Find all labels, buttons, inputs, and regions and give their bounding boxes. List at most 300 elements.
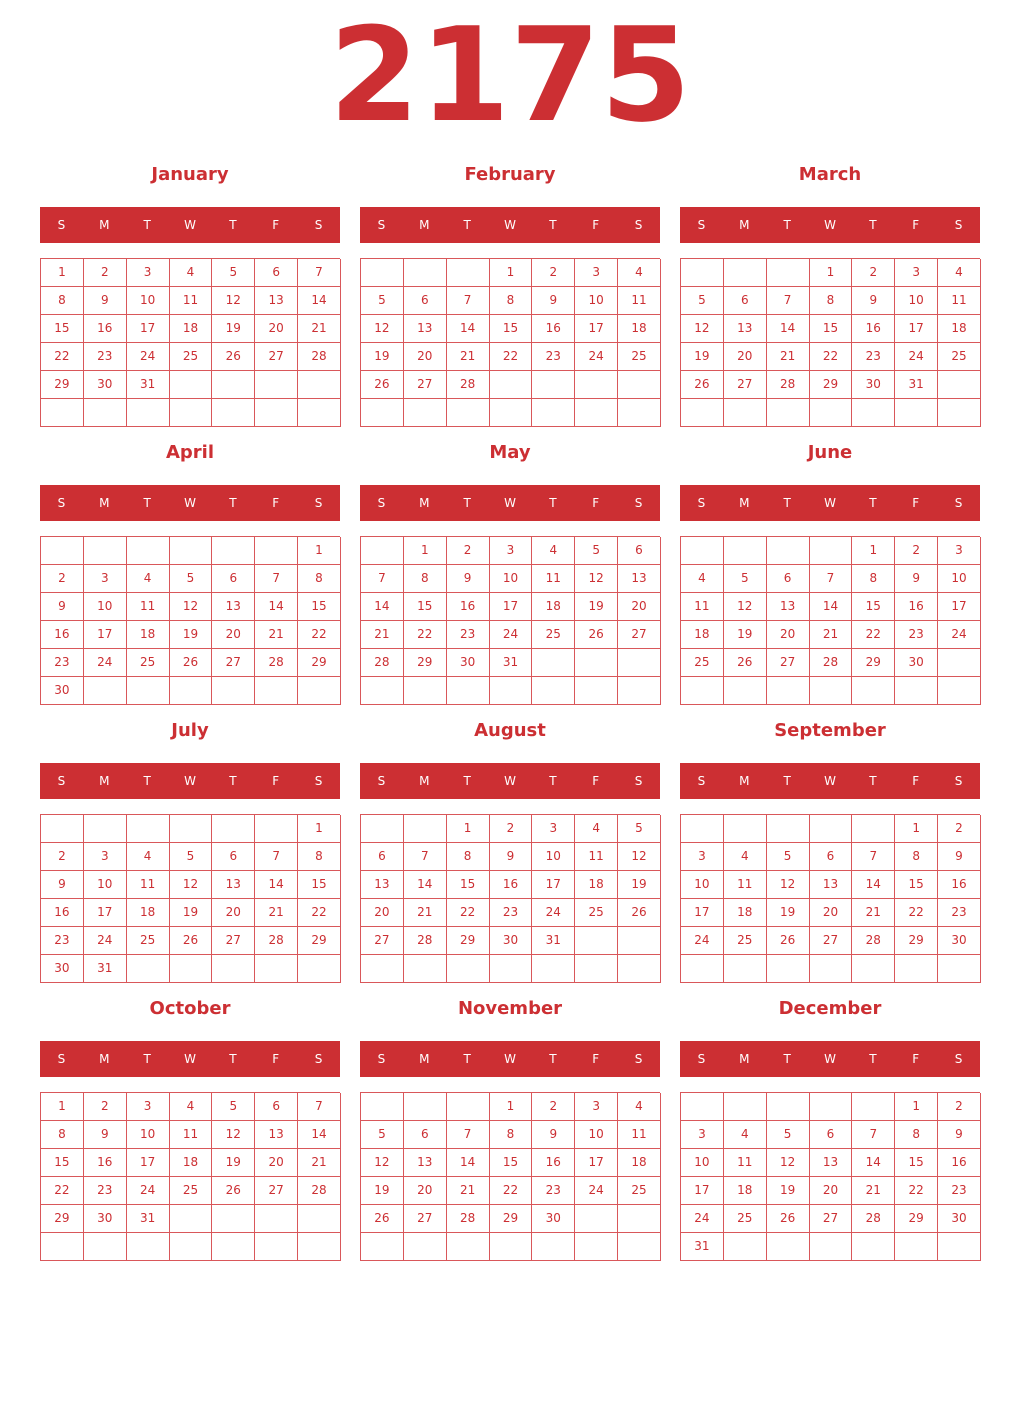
day-cell: 18 (618, 315, 661, 343)
day-cell: 1 (447, 815, 490, 843)
weekday-label: S (954, 496, 963, 510)
empty-cell (938, 371, 981, 399)
day-cell: 28 (767, 371, 810, 399)
day-cell: 7 (852, 1121, 895, 1149)
day-cell: 19 (681, 343, 724, 371)
day-cell: 8 (810, 287, 853, 315)
day-cell: 10 (938, 565, 981, 593)
weekday-label: T (549, 1052, 557, 1066)
weekday-label: T (463, 1052, 471, 1066)
day-cell: 18 (618, 1149, 661, 1177)
empty-cell (532, 677, 575, 705)
day-cell: 20 (724, 343, 767, 371)
day-cell: 4 (127, 843, 170, 871)
day-cell: 14 (852, 1149, 895, 1177)
day-cell: 11 (618, 287, 661, 315)
day-cell: 2 (532, 259, 575, 287)
day-cell: 27 (212, 649, 255, 677)
day-cell: 13 (255, 287, 298, 315)
empty-cell (767, 259, 810, 287)
day-cell: 29 (895, 927, 938, 955)
weekday-label: T (549, 774, 557, 788)
day-cell: 28 (852, 1205, 895, 1233)
weekday-label: F (592, 218, 600, 232)
day-cell: 31 (490, 649, 533, 677)
day-cell: 4 (681, 565, 724, 593)
day-cell: 18 (127, 621, 170, 649)
day-grid (40, 536, 340, 705)
empty-cell (127, 399, 170, 427)
day-cell: 23 (938, 1177, 981, 1205)
day-cell: 12 (767, 1149, 810, 1177)
day-cell: 1 (298, 815, 341, 843)
day-cell: 9 (532, 287, 575, 315)
day-cell: 10 (575, 1121, 618, 1149)
day-grid (360, 814, 660, 983)
day-cell: 16 (84, 1149, 127, 1177)
empty-cell (852, 399, 895, 427)
day-cell: 21 (361, 621, 404, 649)
empty-cell (681, 677, 724, 705)
day-cell: 19 (767, 899, 810, 927)
day-cell: 6 (212, 565, 255, 593)
day-cell: 31 (895, 371, 938, 399)
day-cell: 14 (298, 1121, 341, 1149)
day-cell: 7 (447, 287, 490, 315)
day-cell: 15 (895, 1149, 938, 1177)
empty-cell (490, 371, 533, 399)
day-cell: 9 (852, 287, 895, 315)
day-cell: 16 (447, 593, 490, 621)
month-name: June (807, 442, 853, 463)
day-cell: 13 (361, 871, 404, 899)
empty-cell (724, 815, 767, 843)
day-cell: 3 (938, 537, 981, 565)
day-cell: 12 (767, 871, 810, 899)
day-cell: 14 (810, 593, 853, 621)
day-cell: 15 (298, 871, 341, 899)
day-cell: 9 (447, 565, 490, 593)
day-cell: 25 (618, 1177, 661, 1205)
day-cell: 24 (938, 621, 981, 649)
weekday-label: T (143, 774, 151, 788)
day-cell: 21 (447, 343, 490, 371)
empty-cell (767, 537, 810, 565)
month-name: January (151, 164, 229, 185)
day-cell: 31 (127, 1205, 170, 1233)
empty-cell (895, 1233, 938, 1261)
weekday-header (680, 485, 980, 521)
empty-cell (575, 677, 618, 705)
day-cell: 8 (298, 843, 341, 871)
empty-cell (810, 1233, 853, 1261)
day-cell: 7 (404, 843, 447, 871)
empty-cell (361, 259, 404, 287)
empty-cell (447, 955, 490, 983)
day-cell: 20 (810, 899, 853, 927)
weekday-label: W (824, 774, 836, 788)
weekday-label: F (272, 218, 280, 232)
weekday-label: M (739, 496, 750, 510)
day-cell: 23 (84, 1177, 127, 1205)
empty-cell (41, 1233, 84, 1261)
day-cell: 18 (127, 899, 170, 927)
day-cell: 7 (361, 565, 404, 593)
day-cell: 23 (895, 621, 938, 649)
month-name: April (165, 442, 215, 463)
day-cell: 8 (404, 565, 447, 593)
day-cell: 14 (852, 871, 895, 899)
empty-cell (490, 399, 533, 427)
empty-cell (938, 1233, 981, 1261)
day-cell: 22 (895, 1177, 938, 1205)
empty-cell (170, 677, 213, 705)
weekday-label: M (99, 1052, 110, 1066)
day-cell: 21 (810, 621, 853, 649)
day-grid (680, 814, 980, 983)
empty-cell (618, 649, 661, 677)
day-cell: 2 (938, 815, 981, 843)
day-cell: 6 (212, 843, 255, 871)
weekday-header (40, 763, 340, 799)
empty-cell (361, 1233, 404, 1261)
empty-cell (41, 815, 84, 843)
day-cell: 3 (681, 843, 724, 871)
day-cell: 6 (255, 259, 298, 287)
day-cell: 25 (170, 343, 213, 371)
empty-cell (84, 677, 127, 705)
day-cell: 16 (532, 1149, 575, 1177)
weekday-header (360, 207, 660, 243)
day-cell: 14 (447, 315, 490, 343)
day-cell: 18 (170, 1149, 213, 1177)
day-cell: 22 (404, 621, 447, 649)
empty-cell (212, 1233, 255, 1261)
day-cell: 30 (895, 649, 938, 677)
empty-cell (532, 371, 575, 399)
day-cell: 24 (575, 343, 618, 371)
day-cell: 21 (298, 315, 341, 343)
day-cell: 11 (618, 1121, 661, 1149)
day-cell: 22 (41, 343, 84, 371)
day-cell: 3 (681, 1121, 724, 1149)
empty-cell (681, 1093, 724, 1121)
day-cell: 18 (170, 315, 213, 343)
day-cell: 22 (852, 621, 895, 649)
weekday-label: T (783, 1052, 791, 1066)
day-cell: 2 (852, 259, 895, 287)
day-cell: 8 (895, 1121, 938, 1149)
empty-cell (361, 537, 404, 565)
day-cell: 13 (255, 1121, 298, 1149)
empty-cell (852, 955, 895, 983)
day-cell: 8 (298, 565, 341, 593)
day-cell: 9 (938, 843, 981, 871)
day-cell: 29 (852, 649, 895, 677)
empty-cell (84, 815, 127, 843)
day-cell: 17 (127, 1149, 170, 1177)
empty-cell (810, 537, 853, 565)
weekday-label: W (824, 496, 836, 510)
weekday-label: F (592, 496, 600, 510)
empty-cell (404, 955, 447, 983)
weekday-label: S (314, 218, 323, 232)
day-cell: 6 (361, 843, 404, 871)
day-cell: 14 (255, 593, 298, 621)
weekday-label: S (377, 774, 386, 788)
empty-cell (361, 399, 404, 427)
day-cell: 23 (84, 343, 127, 371)
day-cell: 5 (618, 815, 661, 843)
day-cell: 18 (724, 1177, 767, 1205)
empty-cell (681, 955, 724, 983)
day-cell: 11 (127, 593, 170, 621)
day-cell: 9 (532, 1121, 575, 1149)
day-cell: 22 (490, 1177, 533, 1205)
day-cell: 15 (810, 315, 853, 343)
empty-cell (895, 399, 938, 427)
empty-cell (298, 1233, 341, 1261)
weekday-label: T (869, 1052, 877, 1066)
empty-cell (404, 1093, 447, 1121)
weekday-label: M (419, 218, 430, 232)
day-cell: 2 (84, 1093, 127, 1121)
day-cell: 8 (490, 1121, 533, 1149)
day-cell: 27 (255, 343, 298, 371)
weekday-header (680, 1041, 980, 1077)
day-cell: 9 (938, 1121, 981, 1149)
weekday-label: S (57, 1052, 66, 1066)
day-cell: 3 (575, 1093, 618, 1121)
weekday-label: S (697, 1052, 706, 1066)
day-cell: 26 (212, 1177, 255, 1205)
day-cell: 30 (84, 371, 127, 399)
empty-cell (127, 677, 170, 705)
empty-cell (724, 399, 767, 427)
day-cell: 28 (810, 649, 853, 677)
day-cell: 27 (810, 1205, 853, 1233)
day-cell: 3 (490, 537, 533, 565)
weekday-label: S (57, 218, 66, 232)
weekday-label: S (697, 774, 706, 788)
empty-cell (447, 1233, 490, 1261)
day-cell: 15 (490, 1149, 533, 1177)
day-cell: 4 (618, 1093, 661, 1121)
empty-cell (618, 677, 661, 705)
weekday-label: F (592, 1052, 600, 1066)
day-cell: 17 (575, 1149, 618, 1177)
weekday-label: S (57, 774, 66, 788)
day-cell: 21 (404, 899, 447, 927)
weekday-label: F (912, 774, 920, 788)
day-cell: 28 (255, 649, 298, 677)
day-cell: 1 (490, 259, 533, 287)
weekday-label: W (184, 496, 196, 510)
day-grid (360, 536, 660, 705)
day-cell: 29 (490, 1205, 533, 1233)
day-cell: 16 (938, 1149, 981, 1177)
day-cell: 13 (810, 871, 853, 899)
day-cell: 10 (575, 287, 618, 315)
month-name: December (778, 998, 882, 1019)
day-cell: 19 (170, 621, 213, 649)
empty-cell (447, 1093, 490, 1121)
day-cell: 27 (404, 371, 447, 399)
day-cell: 22 (41, 1177, 84, 1205)
day-cell: 24 (681, 1205, 724, 1233)
day-cell: 30 (852, 371, 895, 399)
day-cell: 2 (447, 537, 490, 565)
empty-cell (575, 649, 618, 677)
weekday-label: T (869, 218, 877, 232)
day-cell: 17 (681, 899, 724, 927)
empty-cell (852, 1093, 895, 1121)
empty-cell (298, 1205, 341, 1233)
empty-cell (767, 677, 810, 705)
day-cell: 20 (767, 621, 810, 649)
day-cell: 7 (810, 565, 853, 593)
day-cell: 14 (447, 1149, 490, 1177)
day-cell: 10 (532, 843, 575, 871)
day-grid (40, 814, 340, 983)
day-cell: 18 (532, 593, 575, 621)
day-cell: 3 (532, 815, 575, 843)
day-grid (40, 258, 340, 427)
day-cell: 24 (532, 899, 575, 927)
day-cell: 2 (938, 1093, 981, 1121)
day-cell: 11 (681, 593, 724, 621)
day-cell: 22 (298, 621, 341, 649)
weekday-label: T (549, 496, 557, 510)
day-cell: 15 (490, 315, 533, 343)
day-cell: 25 (170, 1177, 213, 1205)
month-name: March (798, 164, 862, 185)
day-cell: 20 (255, 315, 298, 343)
day-cell: 19 (575, 593, 618, 621)
day-cell: 21 (767, 343, 810, 371)
weekday-header (680, 207, 980, 243)
empty-cell (938, 649, 981, 677)
weekday-label: S (954, 218, 963, 232)
day-cell: 2 (41, 565, 84, 593)
empty-cell (767, 399, 810, 427)
empty-cell (852, 815, 895, 843)
day-cell: 20 (810, 1177, 853, 1205)
day-grid (680, 258, 980, 427)
empty-cell (895, 955, 938, 983)
empty-cell (404, 815, 447, 843)
empty-cell (404, 677, 447, 705)
day-cell: 26 (575, 621, 618, 649)
day-cell: 7 (255, 565, 298, 593)
day-cell: 28 (447, 1205, 490, 1233)
day-cell: 28 (447, 371, 490, 399)
day-cell: 23 (41, 649, 84, 677)
day-cell: 16 (532, 315, 575, 343)
empty-cell (170, 1233, 213, 1261)
day-cell: 6 (404, 1121, 447, 1149)
empty-cell (681, 259, 724, 287)
weekday-header (40, 1041, 340, 1077)
weekday-label: S (697, 218, 706, 232)
day-cell: 7 (298, 1093, 341, 1121)
weekday-label: T (143, 1052, 151, 1066)
empty-cell (575, 1233, 618, 1261)
day-cell: 12 (618, 843, 661, 871)
day-cell: 17 (127, 315, 170, 343)
day-cell: 22 (490, 343, 533, 371)
day-cell: 17 (895, 315, 938, 343)
weekday-label: F (912, 1052, 920, 1066)
day-cell: 10 (84, 593, 127, 621)
empty-cell (255, 399, 298, 427)
day-cell: 31 (127, 371, 170, 399)
day-cell: 9 (895, 565, 938, 593)
day-cell: 4 (532, 537, 575, 565)
day-cell: 14 (298, 287, 341, 315)
day-cell: 17 (84, 621, 127, 649)
day-cell: 16 (41, 899, 84, 927)
day-cell: 23 (938, 899, 981, 927)
day-cell: 5 (724, 565, 767, 593)
empty-cell (532, 1233, 575, 1261)
day-cell: 19 (618, 871, 661, 899)
day-cell: 1 (404, 537, 447, 565)
day-cell: 22 (895, 899, 938, 927)
empty-cell (255, 955, 298, 983)
day-cell: 24 (681, 927, 724, 955)
day-cell: 13 (724, 315, 767, 343)
weekday-label: W (504, 774, 516, 788)
day-cell: 2 (532, 1093, 575, 1121)
day-cell: 8 (447, 843, 490, 871)
empty-cell (298, 399, 341, 427)
day-cell: 13 (212, 871, 255, 899)
empty-cell (724, 1093, 767, 1121)
empty-cell (170, 371, 213, 399)
day-cell: 7 (447, 1121, 490, 1149)
day-cell: 12 (212, 287, 255, 315)
day-cell: 12 (170, 593, 213, 621)
weekday-label: M (99, 774, 110, 788)
empty-cell (618, 927, 661, 955)
day-cell: 7 (852, 843, 895, 871)
empty-cell (404, 259, 447, 287)
day-cell: 8 (852, 565, 895, 593)
empty-cell (298, 371, 341, 399)
weekday-label: S (314, 1052, 323, 1066)
day-cell: 28 (298, 343, 341, 371)
empty-cell (767, 815, 810, 843)
day-cell: 25 (127, 927, 170, 955)
empty-cell (84, 399, 127, 427)
day-cell: 27 (767, 649, 810, 677)
weekday-label: T (783, 218, 791, 232)
day-cell: 18 (575, 871, 618, 899)
empty-cell (618, 1205, 661, 1233)
day-cell: 4 (575, 815, 618, 843)
day-cell: 15 (852, 593, 895, 621)
day-cell: 19 (724, 621, 767, 649)
day-cell: 1 (490, 1093, 533, 1121)
day-cell: 27 (810, 927, 853, 955)
day-cell: 30 (532, 1205, 575, 1233)
weekday-label: F (912, 218, 920, 232)
weekday-label: F (592, 774, 600, 788)
empty-cell (767, 955, 810, 983)
weekday-label: T (783, 774, 791, 788)
day-cell: 3 (84, 843, 127, 871)
